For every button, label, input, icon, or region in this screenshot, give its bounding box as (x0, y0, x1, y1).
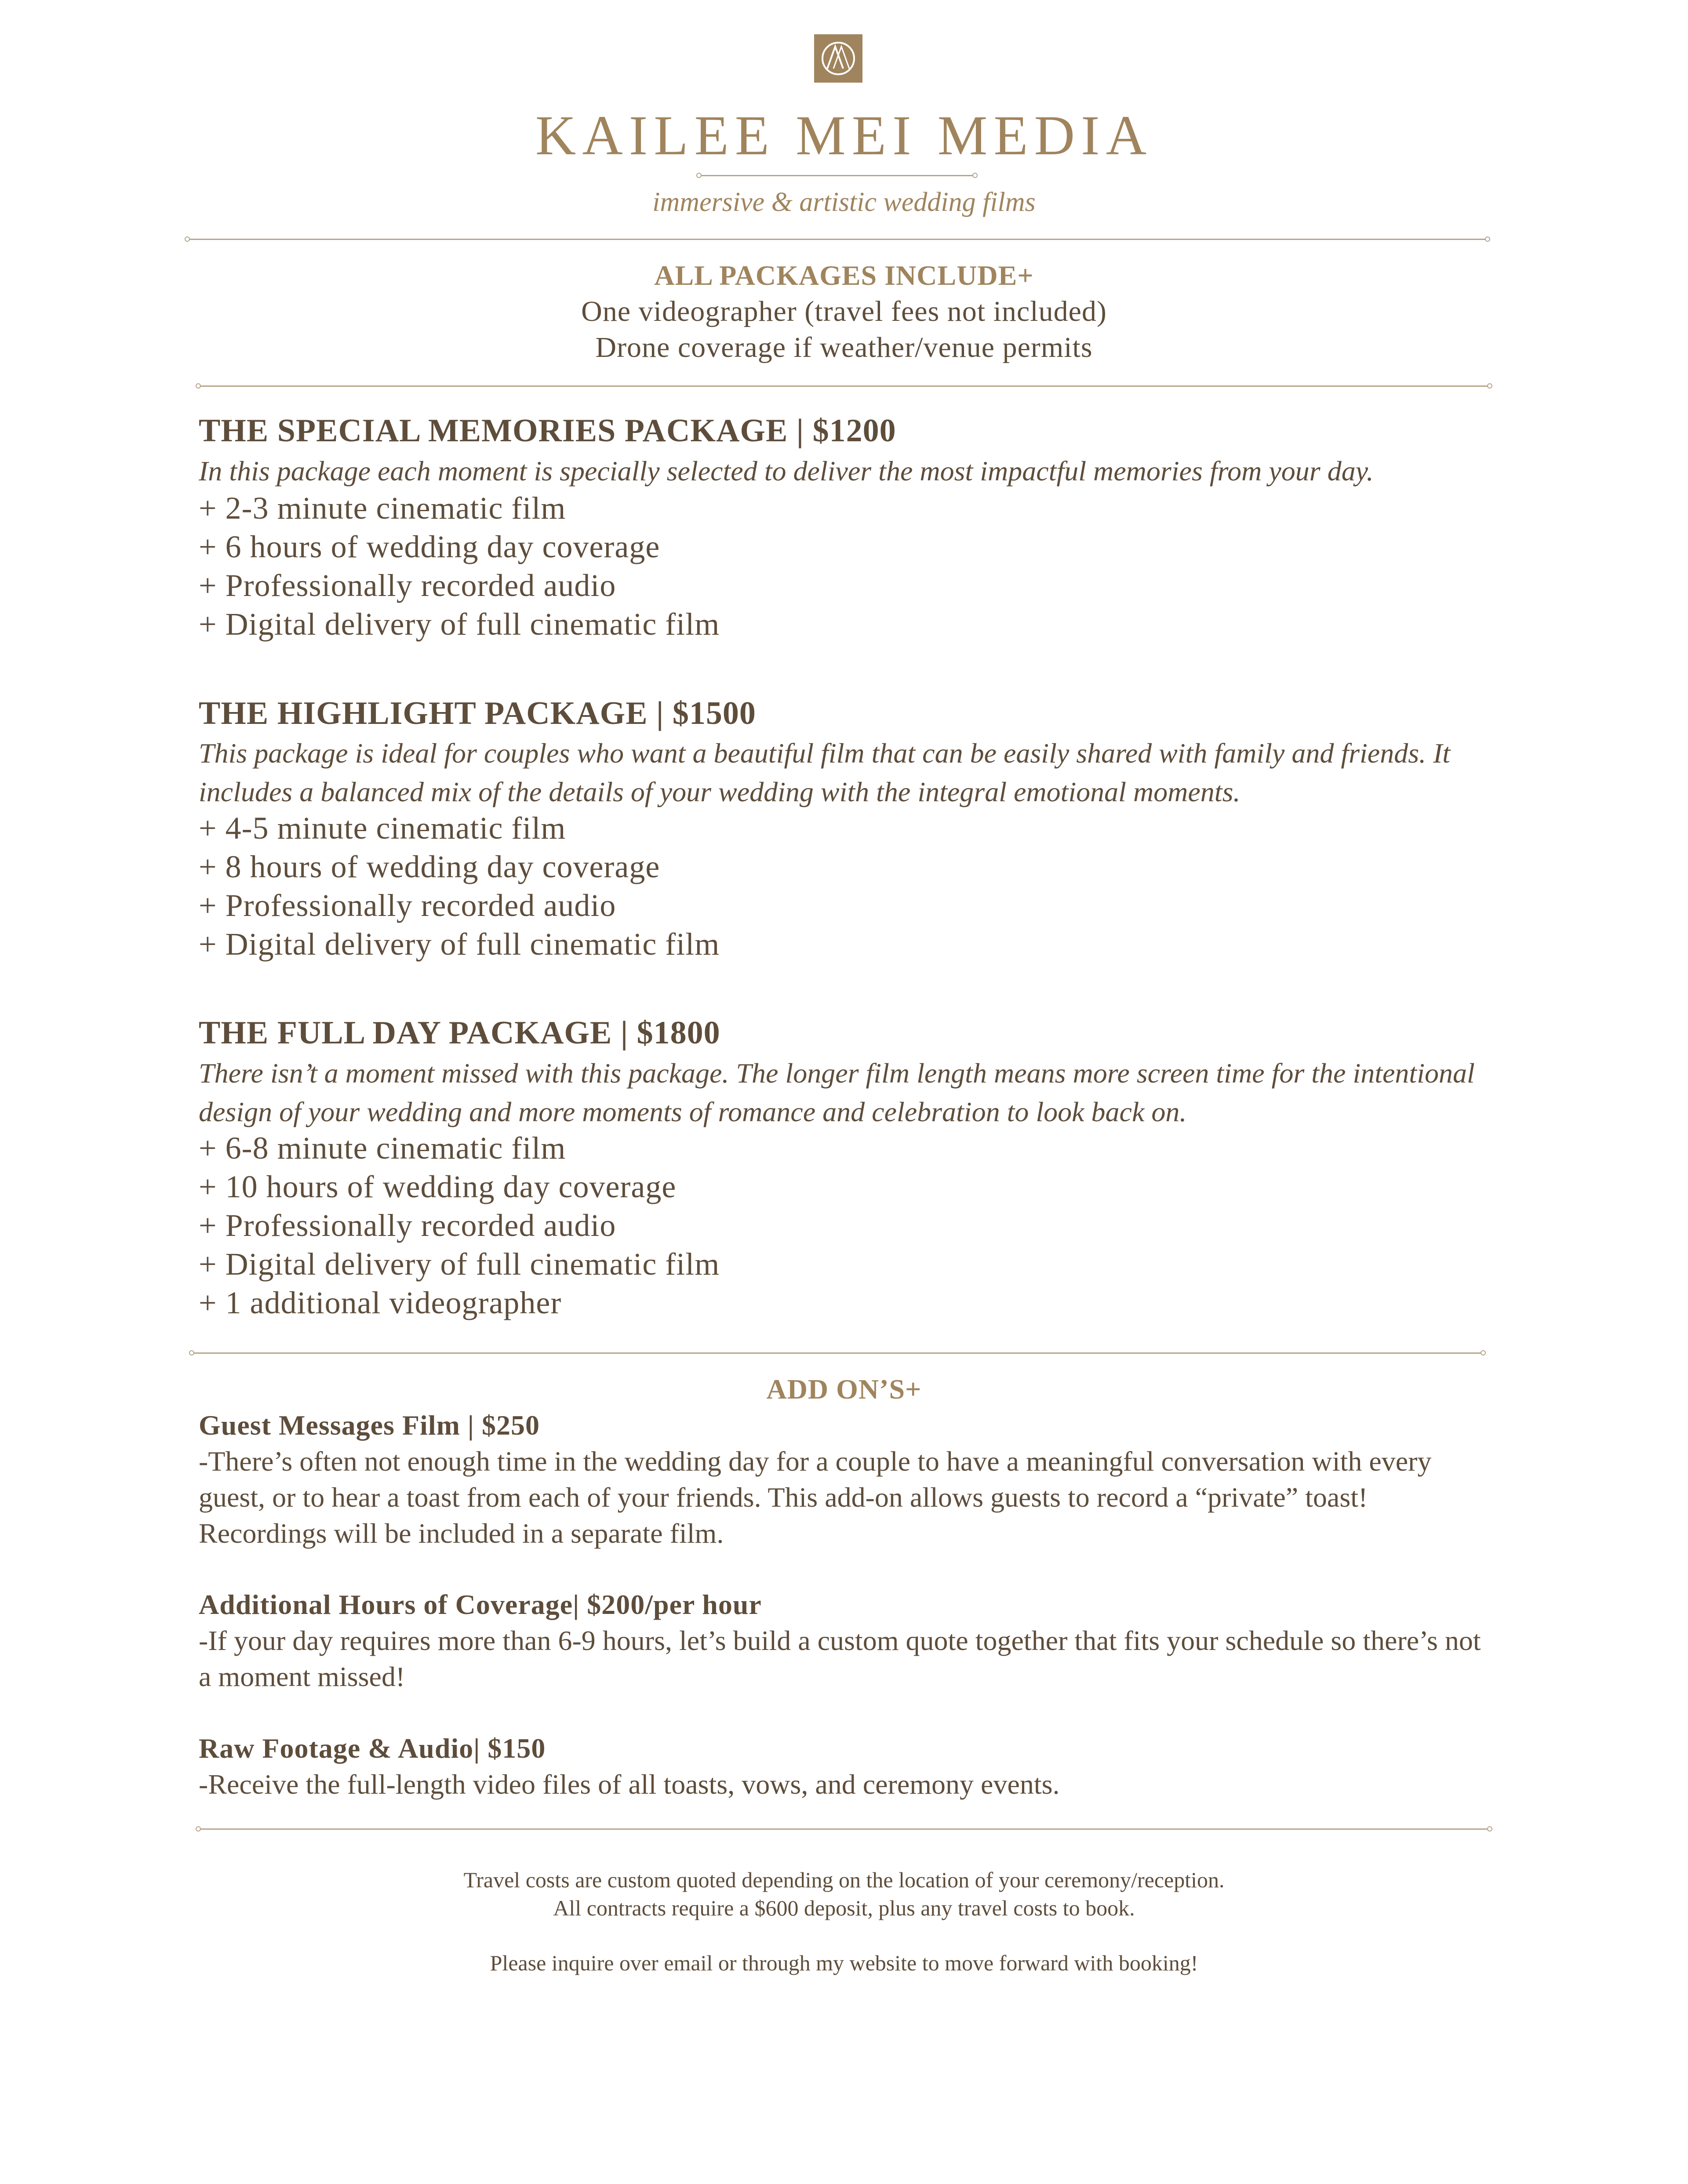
package-title: THE SPECIAL MEMORIES PACKAGE | $1200 (199, 413, 896, 449)
package-description: This package is ideal for couples who want a beautiful film that can be easily shared with family and friends. It includes a balanced mix of the details of your wedding with the integral emotional moments. (199, 738, 1451, 807)
footer-deposit-note: All contracts require a $600 deposit, plus any travel costs to book. (553, 1896, 1135, 1920)
monogram-logo-icon (814, 34, 862, 83)
list-item: + Professionally recorded audio (199, 1208, 616, 1243)
list-item: + 10 hours of wedding day coverage (199, 1169, 677, 1204)
list-item: + 4-5 minute cinematic film (199, 810, 566, 846)
list-item: + Professionally recorded audio (199, 568, 616, 603)
brand-name: KAILEE MEI MEDIA (535, 104, 1153, 167)
divider-bottom (200, 1828, 1488, 1830)
footer-inquire-note: Please inquire over email or through my website to move forward with booking! (490, 1951, 1198, 1975)
includes-heading: ALL PACKAGES INCLUDE+ (654, 260, 1034, 291)
addon-title: Raw Footage & Audio| $150 (199, 1733, 546, 1764)
list-item: + Digital delivery of full cinematic film (199, 927, 720, 962)
list-item: + 2-3 minute cinematic film (199, 491, 566, 526)
list-item: + Professionally recorded audio (199, 888, 616, 923)
list-item: + 1 additional videographer (199, 1285, 562, 1320)
divider-includes (200, 385, 1488, 387)
addons-heading: ADD ON’S+ (766, 1374, 922, 1405)
addon-title: Guest Messages Film | $250 (199, 1410, 540, 1441)
addon-description: -There’s often not enough time in the wedding day for a couple to have a meaningful conversation with every guest, or to hear a toast from each of your friends. This add-on allows guests to record a “private” toast! Recordings will be included in a separate film. (199, 1446, 1432, 1549)
divider-addons (193, 1352, 1481, 1354)
divider-top (189, 239, 1486, 240)
addon-description: -If your day requires more than 6-9 hours, let’s build a custom quote together that fits your schedule so there’s not a moment missed! (199, 1625, 1481, 1692)
package-features (199, 809, 720, 963)
includes-line: One videographer (travel fees not included) (581, 295, 1107, 327)
package-title: THE HIGHLIGHT PACKAGE | $1500 (199, 695, 756, 731)
footer-travel-note: Travel costs are custom quoted depending on the location of your ceremony/reception. (463, 1868, 1225, 1892)
addon-title: Additional Hours of Coverage| $200/per hour (199, 1589, 762, 1620)
list-item: + Digital delivery of full cinematic film (199, 607, 720, 642)
list-item: + 6-8 minute cinematic film (199, 1130, 566, 1166)
addon-description: -Receive the full-length video files of all toasts, vows, and ceremony events. (199, 1769, 1060, 1800)
package-description: There isn’t a moment missed with this package. The longer film length means more screen time for the intentional design of your wedding and more moments of romance and celebration to look back on. (199, 1057, 1475, 1127)
package-features (199, 489, 720, 643)
tagline: immersive & artistic wedding films (652, 187, 1036, 217)
package-features (199, 1129, 720, 1322)
list-item: + 6 hours of wedding day coverage (199, 529, 660, 564)
list-item: + Digital delivery of full cinematic film (199, 1246, 720, 1282)
package-description: In this package each moment is specially selected to deliver the most impactful memories from your day. (199, 455, 1374, 487)
includes-line: Drone coverage if weather/venue permits (595, 331, 1093, 363)
brand-underline (701, 175, 973, 176)
list-item: + 8 hours of wedding day coverage (199, 849, 660, 884)
package-title: THE FULL DAY PACKAGE | $1800 (199, 1015, 720, 1051)
